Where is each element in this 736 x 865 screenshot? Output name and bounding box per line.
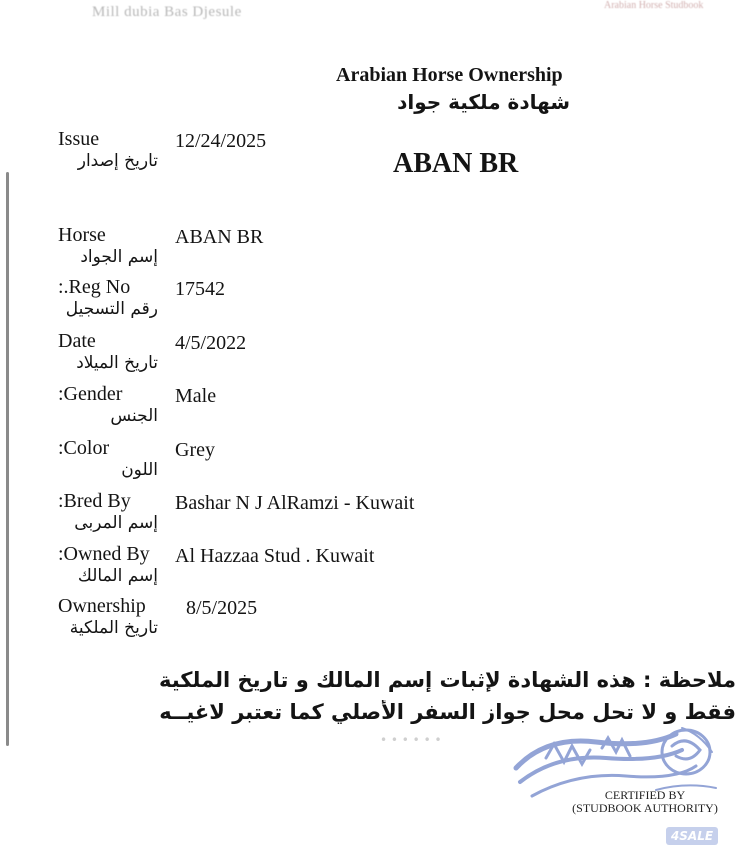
- certified-by-block: [562, 789, 728, 815]
- field-value: 17542: [175, 278, 225, 300]
- field-label-arabic: الجنس: [110, 406, 158, 426]
- certified-by-label: CERTIFIED BY: [604, 788, 686, 802]
- field-row-owned-by: [0, 543, 736, 597]
- field-value: 4/5/2022: [175, 332, 247, 354]
- field-label-english: :Gender: [58, 383, 123, 405]
- horse-name-heading: ABAN BR: [393, 148, 519, 179]
- field-row-color: [0, 437, 736, 491]
- field-label-arabic: تاريخ الميلاد: [76, 353, 158, 373]
- certificate-title-arabic: شهادة ملكية جواد: [397, 90, 570, 114]
- field-label-english: :Owned By: [58, 543, 150, 565]
- note-line-1: ملاحظة : هذه الشهادة لإثبات إسم المالك و تاريخ الملكية: [158, 668, 736, 692]
- field-row-reg-no: [0, 276, 736, 330]
- certificate-title-english: Arabian Horse Ownership: [336, 64, 563, 86]
- field-label-arabic: إسم الجواد: [80, 247, 158, 267]
- field-label-arabic: اللون: [121, 460, 158, 480]
- field-label-english: :Bred By: [58, 490, 131, 512]
- field-value: 12/24/2025: [175, 130, 267, 152]
- certifying-authority: (STUDBOOK AUTHORITY): [572, 801, 718, 815]
- field-label-english: Issue: [58, 128, 100, 150]
- field-row-gender: [0, 383, 736, 437]
- field-value: 8/5/2025: [186, 597, 258, 619]
- field-label-arabic: رقم التسجيل: [65, 299, 158, 319]
- field-label-english: :Color: [58, 437, 110, 459]
- field-label-arabic: تاريخ إصدار: [77, 151, 158, 171]
- field-label-arabic: إسم المالك: [77, 566, 158, 586]
- faint-text-line: • • • • • •: [380, 733, 442, 747]
- field-label-english: Date: [58, 330, 96, 352]
- field-row-bred-by: [0, 490, 736, 544]
- note-line-2: فقط و لا تحل محل جواز السفر الأصلي كما تعتبر لاغيــه: [159, 700, 736, 724]
- field-label-arabic: تاريخ الملكية: [69, 618, 158, 638]
- field-row-horse: [0, 224, 736, 278]
- field-row-birth-date: [0, 330, 736, 384]
- field-row-issue: [0, 128, 736, 182]
- faded-header-text-right: Arabian Horse Studbook: [604, 0, 704, 11]
- faded-header-text: Mill dubia Bas Djesule: [92, 4, 242, 20]
- field-row-ownership-date: [0, 595, 736, 649]
- field-value: ABAN BR: [175, 226, 264, 248]
- field-value: Al Hazzaa Stud . Kuwait: [175, 545, 375, 567]
- field-value: Grey: [175, 439, 215, 461]
- 4sale-watermark-badge: 4SALE: [666, 827, 718, 845]
- field-label-english: Ownership: [58, 595, 146, 617]
- field-value: Bashar N J AlRamzi - Kuwait: [175, 492, 415, 514]
- field-label-english: :.Reg No: [58, 276, 131, 298]
- field-value: Male: [175, 385, 217, 407]
- field-label-arabic: إسم المربى: [74, 513, 158, 533]
- field-label-english: Horse: [58, 224, 106, 246]
